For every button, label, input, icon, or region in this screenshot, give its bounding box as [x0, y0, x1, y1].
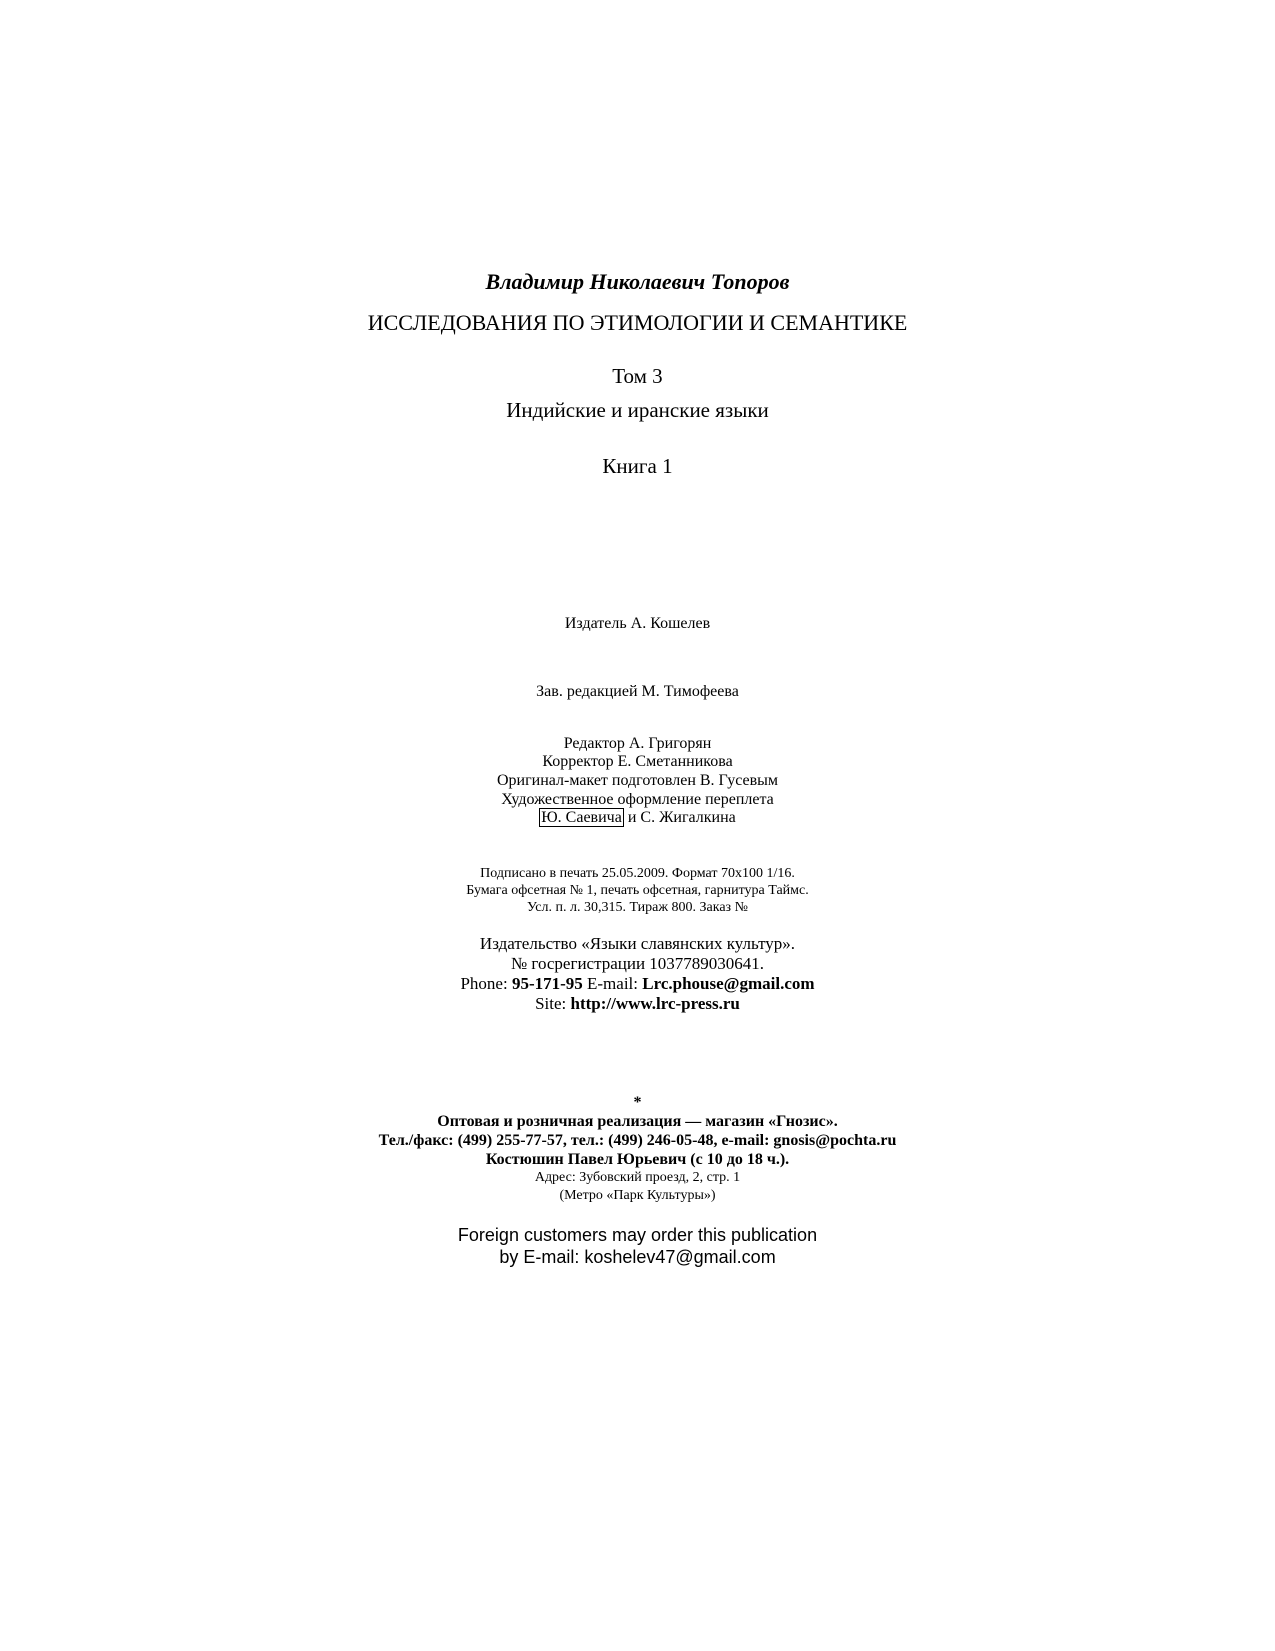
- book-number: Книга 1: [602, 454, 673, 478]
- design-credit-line: Художественное оформление переплета: [501, 791, 774, 808]
- publisher-site: [0, 995, 1275, 1012]
- imprint-line-3: Усл. п. л. 30,315. Тираж 800. Заказ №: [527, 900, 748, 915]
- publisher-email: Lrc.phouse@gmail.com: [642, 974, 815, 993]
- shop-line-1: Оптовая и розничная реализация — магазин «Гнозис».: [437, 1113, 838, 1130]
- volume-number: Том 3: [612, 364, 663, 388]
- editor-credit: Редактор А. Григорян: [563, 735, 712, 752]
- site-url: http://www.lrc-press.ru: [570, 994, 740, 1013]
- imprint-line-1: Подписано в печать 25.05.2009. Формат 70x100 1/16.: [480, 866, 795, 881]
- shop-address: Адрес: Зубовский проезд, 2, стр. 1: [534, 1170, 741, 1185]
- publisher-contacts: [0, 975, 1275, 992]
- editor-in-chief-credit: Зав. редакцией М. Тимофеева: [536, 683, 739, 700]
- site-label: Site:: [535, 994, 567, 1013]
- shop-line-3: Костюшин Павел Юрьевич (с 10 до 18 ч.).: [485, 1151, 790, 1168]
- shop-line-2: Тел./факс: (499) 255-77-57, тел.: (499) 246-05-48, e-mail: gnosis@pochta.ru: [378, 1132, 897, 1149]
- designer-credit: [0, 810, 1275, 826]
- phone-label: Phone:: [460, 974, 508, 993]
- volume-subtitle: Индийские и иранские языки: [506, 398, 769, 422]
- foreign-orders-line-1: Foreign customers may order this publication: [457, 1225, 818, 1245]
- phone-number: 95-171-95: [511, 974, 583, 993]
- designer-boxed-name: Ю. Саевича: [541, 809, 622, 826]
- layout-credit: Оригинал-макет подготовлен В. Гусевым: [496, 772, 779, 789]
- book-title: ИССЛЕДОВАНИЯ ПО ЭТИМОЛОГИИ И СЕМАНТИКЕ: [367, 310, 908, 335]
- imprint-line-2: Бумага офсетная № 1, печать офсетная, гарнитура Таймс.: [466, 883, 809, 898]
- email-label: E-mail:: [587, 974, 638, 993]
- publisher-credit: Издатель А. Кошелев: [564, 615, 711, 632]
- proofreader-credit: Корректор Е. Сметанникова: [542, 753, 733, 770]
- designer-rest: и С. Жигалкина: [627, 809, 736, 826]
- publisher-name: Издательство «Языки славянских культур».: [479, 934, 796, 953]
- separator-asterisk: *: [633, 1094, 642, 1111]
- shop-metro: (Метро «Парк Культуры»): [559, 1188, 716, 1203]
- book-author: Владимир Николаевич Топоров: [485, 269, 790, 294]
- foreign-orders-line-2: by E-mail: koshelev47@gmail.com: [499, 1247, 776, 1267]
- registration-number: № госрегистрации 1037789030641.: [510, 954, 765, 973]
